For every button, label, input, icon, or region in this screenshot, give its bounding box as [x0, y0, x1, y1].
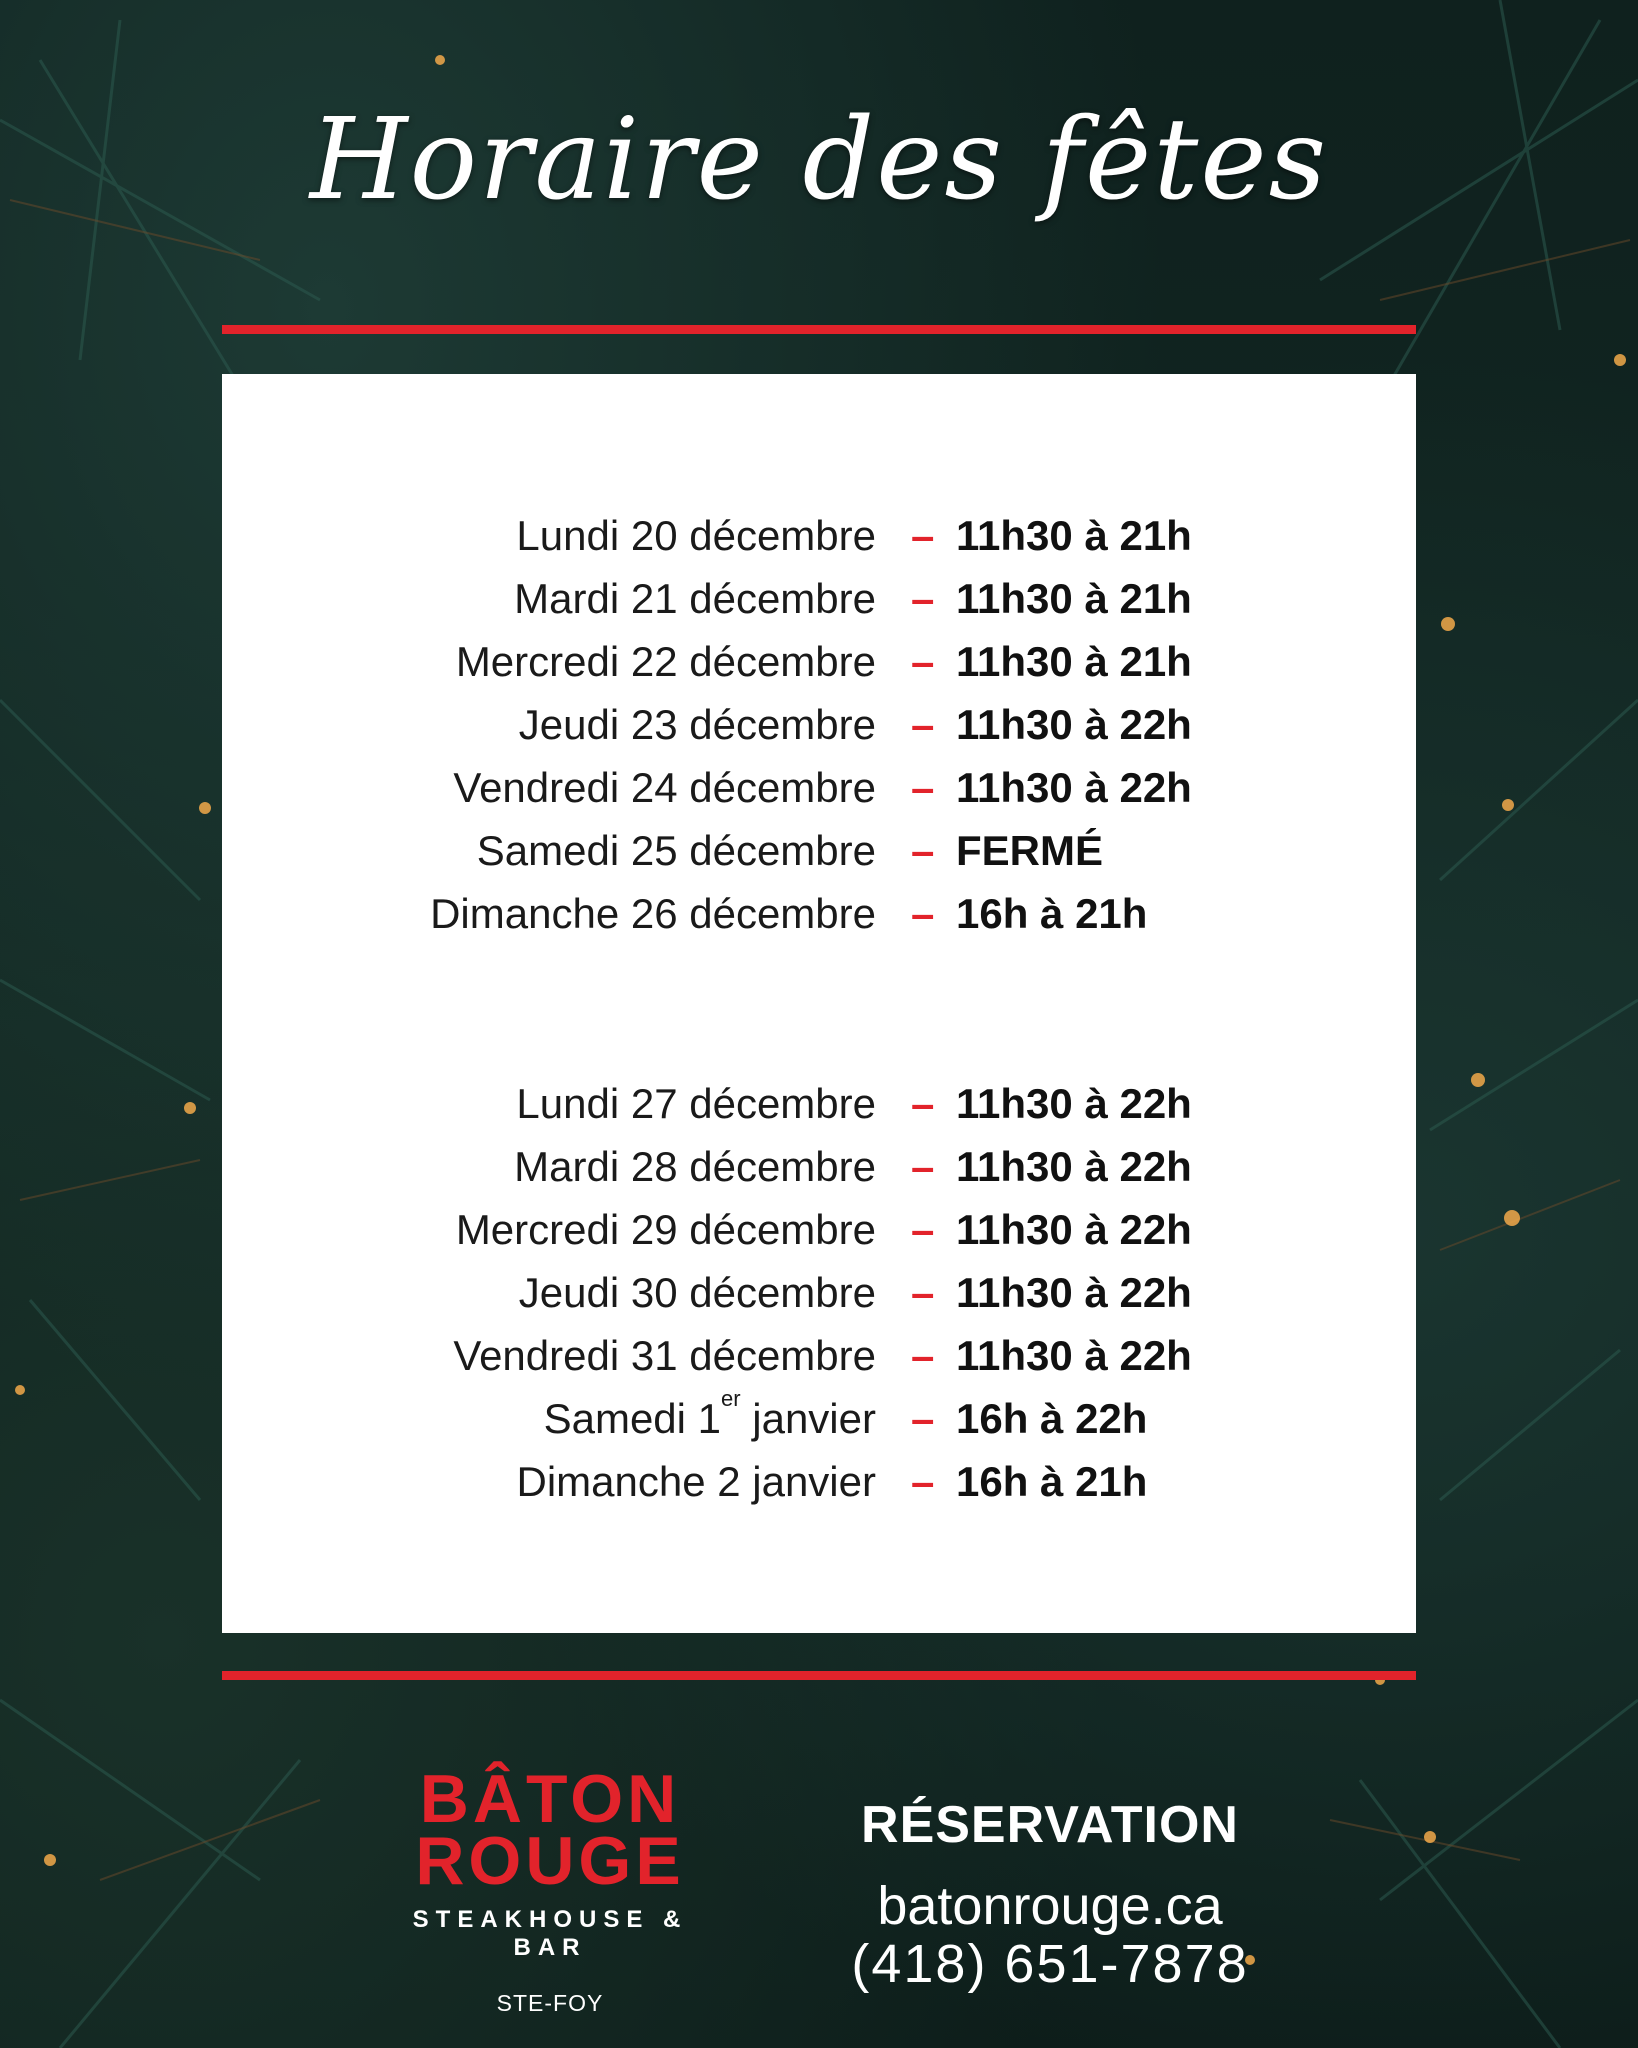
schedule-row — [222, 1324, 1416, 1387]
day-label: Samedi 25 décembre — [476, 827, 876, 874]
hours-value: 11h30 à 22h — [956, 701, 1192, 748]
schedule-week-1 — [222, 504, 1416, 945]
day-label — [544, 1387, 876, 1450]
schedule-row — [222, 693, 1416, 756]
day-label: Jeudi 23 décembre — [518, 701, 876, 748]
day-label: Mardi 21 décembre — [514, 575, 876, 622]
separator-dash: – — [911, 638, 935, 685]
day-label: Dimanche 2 janvier — [516, 1458, 876, 1505]
bottom-divider — [222, 1671, 1416, 1680]
schedule-row — [222, 1198, 1416, 1261]
day-label: Lundi 27 décembre — [516, 1080, 876, 1127]
schedule-row — [222, 567, 1416, 630]
hours-value: 11h30 à 22h — [956, 1269, 1192, 1316]
schedule-row — [222, 882, 1416, 945]
baton-rouge-logo — [385, 1761, 715, 2017]
separator-dash: – — [911, 1206, 935, 1253]
schedule-row — [222, 1072, 1416, 1135]
hours-value: 11h30 à 21h — [956, 638, 1192, 685]
website-link[interactable]: batonrouge.ca — [877, 1876, 1223, 1936]
logo-location: STE-FOY — [496, 1990, 604, 2016]
day-label: Vendredi 31 décembre — [453, 1332, 876, 1379]
logo-line-1: BÂTON — [419, 1761, 681, 1837]
hours-value: 11h30 à 22h — [956, 1080, 1192, 1127]
schedule-row — [222, 756, 1416, 819]
separator-dash: – — [911, 701, 935, 748]
day-prefix: Samedi 1 — [543, 1395, 722, 1442]
schedule-row — [222, 504, 1416, 567]
separator-dash: – — [911, 764, 935, 811]
separator-dash: – — [911, 1332, 935, 1379]
schedule-row — [222, 1135, 1416, 1198]
day-label: Jeudi 30 décembre — [518, 1269, 876, 1316]
day-suffix: janvier — [740, 1395, 876, 1442]
day-label: Lundi 20 décembre — [516, 512, 876, 559]
separator-dash: – — [911, 575, 935, 622]
separator-dash: – — [911, 890, 935, 937]
hours-value: 16h à 21h — [956, 890, 1148, 937]
schedule-row — [222, 1450, 1416, 1513]
hours-value: 16h à 22h — [956, 1395, 1148, 1442]
separator-dash: – — [911, 512, 935, 559]
schedule-week-2 — [222, 1072, 1416, 1513]
phone-number[interactable]: (418) 651-7878 — [851, 1934, 1249, 1994]
separator-dash: – — [911, 1458, 935, 1505]
hours-value: FERMÉ — [956, 827, 1103, 874]
schedule-card — [222, 374, 1416, 1633]
logo-line-2: ROUGE — [415, 1823, 685, 1899]
schedule-row — [222, 1261, 1416, 1324]
day-label: Dimanche 26 décembre — [430, 890, 876, 937]
schedule-row — [222, 1387, 1416, 1450]
logo-tagline: STEAKHOUSE & BAR — [412, 1906, 688, 1961]
hours-value: 11h30 à 21h — [956, 575, 1192, 622]
separator-dash: – — [911, 1269, 935, 1316]
hours-value: 16h à 21h — [956, 1458, 1148, 1505]
hours-value: 11h30 à 22h — [956, 1332, 1192, 1379]
day-label: Mercredi 22 décembre — [455, 638, 876, 685]
day-label: Vendredi 24 décembre — [453, 764, 876, 811]
schedule-row — [222, 630, 1416, 693]
reservation-label: RÉSERVATION — [861, 1796, 1239, 1854]
hours-value: 11h30 à 22h — [956, 1143, 1192, 1190]
page-title: Horaire des fêtes — [309, 95, 1329, 225]
separator-dash: – — [911, 827, 935, 874]
hours-value: 11h30 à 22h — [956, 764, 1192, 811]
top-divider — [222, 325, 1416, 334]
separator-dash: – — [911, 1143, 935, 1190]
separator-dash: – — [911, 1080, 935, 1127]
schedule-row — [222, 819, 1416, 882]
ordinal-suffix: er — [721, 1386, 741, 1411]
day-label: Mardi 28 décembre — [514, 1143, 876, 1190]
hours-value: 11h30 à 22h — [956, 1206, 1192, 1253]
day-label: Mercredi 29 décembre — [455, 1206, 876, 1253]
separator-dash: – — [911, 1395, 935, 1442]
hours-value: 11h30 à 21h — [956, 512, 1192, 559]
reservation-block — [830, 1795, 1270, 1993]
